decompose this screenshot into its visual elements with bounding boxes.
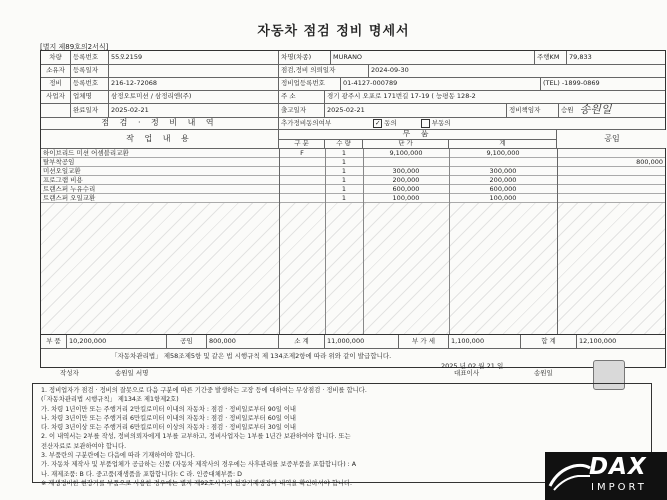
request-date-label: 점검,정비 의뢰일자 — [279, 65, 369, 77]
item-category: F — [300, 149, 304, 157]
address-value: 경기 광주시 오포로 171번길 17-19 ( 능평동 128-2 — [327, 92, 476, 101]
customer-row-1 — [41, 51, 665, 65]
reg-date-label: 등록일자 — [71, 65, 109, 77]
reg-no-label: 등록번호 — [71, 51, 109, 64]
reg-no-value: 55오2159 — [109, 51, 279, 64]
parts-total-label: 부 품 — [41, 335, 67, 348]
note-line: ※ 재생정비한 현장기를 부품으로 사용한 경우에는 별지 제92호서식의 현장기재생정비 내역을 확인하셔야 합니다. — [41, 479, 353, 487]
author-value: 송원일 서명 — [115, 369, 149, 377]
labor-total-label: 공임 — [167, 335, 207, 348]
item-name: 탈부착공임 — [43, 158, 75, 166]
company-value: 삼정오토미션 / 삼정리엔(주) — [109, 91, 279, 103]
car-silhouette-icon — [548, 456, 592, 496]
certification-date: 2025 년 02 월 21 일 — [441, 362, 504, 370]
release-label: 출고일자 — [279, 104, 325, 117]
item-qty: 1 — [341, 149, 347, 157]
logo-sub: IMPORT — [591, 482, 647, 493]
note-line: 1. 정비업자가 점검 · 정비의 잘못으로 다음 구분에 따른 기간중 발생하는 고장 등에 대하여는 무상점검 · 정비를 합니다. — [41, 387, 367, 394]
rep-label: 대표이사 — [454, 369, 480, 377]
items-area — [41, 149, 665, 335]
checkbox-checked-icon: ✓ — [375, 119, 381, 127]
bizno-label: 등록번호 — [71, 78, 109, 90]
item-category — [279, 185, 325, 194]
col-qty: 수 량 — [325, 140, 363, 148]
labor-header: 공임 — [557, 130, 667, 148]
certification-text: 「자동차관리법」 제58조제5항 및 같은 법 시행규칙 제 134조제2항에 따라 위와 같이 발급합니다. — [111, 352, 392, 360]
customer-label-bottom: 소유자 — [41, 65, 71, 77]
item-category — [279, 167, 325, 176]
business-row-3 — [41, 104, 665, 118]
table-row — [41, 158, 665, 167]
agree-checkbox[interactable] — [371, 119, 384, 128]
customer-row-2 — [41, 65, 665, 78]
address-label: 주 소 — [279, 91, 325, 103]
item-qty: 1 — [341, 194, 347, 202]
item-qty: 1 — [341, 158, 347, 166]
model-label: 차명(차종) — [279, 51, 331, 64]
item-name: 미션오일교환 — [43, 167, 81, 175]
grand-total-value: 12,100,000 — [579, 336, 617, 345]
item-labor — [557, 185, 665, 194]
business-label-bottom: 사업자 — [41, 91, 71, 103]
author-label: 작성자 — [60, 369, 79, 377]
parts-total-value: 10,200,000 — [67, 335, 167, 348]
item-category — [279, 194, 325, 203]
manager-label: 정비책임자 — [507, 104, 559, 117]
disagree-checkbox[interactable] — [419, 119, 432, 128]
form-number: [별지 제89호의2서식] — [40, 43, 109, 51]
completion-label: 완료일자 — [71, 104, 109, 117]
rep-value: 송원일 — [534, 369, 553, 377]
item-qty: 1 — [341, 185, 347, 193]
table-row — [41, 194, 665, 203]
item-total: 100,000 — [489, 194, 517, 202]
col-unit: 단 가 — [363, 140, 449, 148]
release-value: 2025-02-21 — [325, 104, 507, 117]
reg-date-value — [109, 65, 279, 77]
item-labor — [557, 176, 665, 185]
disagree-label: 부동의 — [431, 118, 451, 127]
license-label: 정비업등록번호 — [279, 78, 341, 90]
item-labor: 800,000 — [636, 158, 663, 166]
item-labor — [557, 194, 665, 203]
item-category — [279, 176, 325, 185]
customer-label-top: 차량 — [41, 51, 71, 64]
note-line: 다. 차령 3년이상 또는 주행거리 6만킬로미터 이상의 자동차 : 점검 · 정비일로부터 30일 이내 — [41, 424, 296, 432]
item-labor — [557, 167, 665, 176]
signature-label: 승원 — [561, 105, 574, 114]
grand-total-label: 합 계 — [521, 335, 577, 348]
logo-brand: DAX — [589, 454, 647, 480]
dax-import-logo — [545, 452, 667, 500]
extra-consent-cell — [279, 118, 667, 129]
item-unit-price — [363, 158, 449, 167]
mileage-label: 주행KM — [535, 51, 567, 64]
note-line: 나. 재제조품: B 다. 중고품(재생품을 포함합니다): C 라. 인증대체부품: D — [41, 470, 242, 478]
completion-value: 2025-02-21 — [109, 104, 279, 117]
labor-total-value: 800,000 — [207, 335, 279, 348]
item-name: 트랜스퍼 오일교환 — [43, 194, 96, 202]
checkbox-empty-icon — [421, 119, 430, 128]
business-row-1 — [41, 78, 665, 91]
request-date-value: 2024-09-30 — [371, 66, 409, 75]
extra-consent-label: 추가정비동의여부 — [281, 118, 332, 127]
item-unit-price: 300,000 — [392, 167, 420, 175]
statement-table — [40, 50, 666, 368]
business-label-top: 정비 — [41, 78, 71, 90]
certification-block — [41, 349, 665, 369]
item-category — [279, 158, 325, 167]
details-header: 점 검 · 정 비 내 역 — [41, 118, 279, 129]
item-unit-price: 200,000 — [392, 176, 420, 184]
note-line: 전산자료로 보관하여야 합니다. — [41, 442, 127, 450]
note-line: 가. 차령 1년이만 또는 주행거리 2만킬로미터 이내의 자동차 : 점검 · 정비일로부터 90일 이내 — [41, 405, 296, 413]
item-total: 300,000 — [489, 167, 517, 175]
note-line: 2. 이 내역서는 2부를 작성, 정비의뢰자에게 1부를 교부하고, 정비사업자는 1부를 1년간 보관하여야 합니다. 또는 — [41, 433, 351, 441]
item-unit-price: 9,100,000 — [389, 149, 423, 157]
mileage-value: 79,833 — [569, 52, 592, 61]
item-labor — [557, 149, 665, 158]
subtotal-value: 11,000,000 — [325, 335, 399, 348]
bizno-value: 216-12-72068 — [109, 78, 279, 90]
table-row — [41, 185, 665, 194]
note-line: 가. 자동차 제작사 및 부품업체가 공급하는 신품 (자동차 제작사의 경우에는 사후관리를 보증부품을 포함합니다) : A — [41, 461, 357, 469]
item-total: 600,000 — [489, 185, 517, 193]
item-total: 200,000 — [489, 176, 517, 184]
item-name: 하이브리드 미션 어셈블리교환 — [43, 149, 129, 157]
col-total: 계 — [449, 140, 557, 148]
manager-signature: 송원일 — [579, 104, 612, 117]
table-row — [41, 176, 665, 185]
details-header-row — [41, 118, 665, 130]
license-value: 01-4127-000789 — [341, 78, 541, 90]
vat-label: 부 가 세 — [399, 335, 449, 348]
item-unit-price: 600,000 — [392, 185, 420, 193]
agree-label: 동의 — [384, 118, 397, 127]
item-name: 트랜스퍼 누유수리 — [43, 185, 96, 193]
subtotal-label: 소 계 — [279, 335, 325, 348]
item-qty: 1 — [341, 167, 347, 175]
vat-value: 1,100,000 — [449, 335, 521, 348]
table-row — [41, 149, 665, 158]
item-unit-price: 100,000 — [392, 194, 420, 202]
model-value: MURANO — [331, 51, 535, 64]
note-line: (「자동차관리법 시행규칙」 제134조 제1항제2호) — [41, 396, 179, 404]
col-category: 구 분 — [279, 140, 325, 148]
note-line: 3. 부품란의 구분란에는 다음에 따라 기재하여야 합니다. — [41, 452, 195, 460]
business-row-2 — [41, 91, 665, 104]
item-name: 프로그램 비용 — [43, 176, 83, 184]
note-line: 나. 차령 3년이만 또는 주행거리 6만킬로미터 이내의 자동차 : 점검 · 정비일로부터 60일 이내 — [41, 414, 296, 422]
parts-header: 부 품 — [279, 130, 557, 139]
item-total: 9,100,000 — [486, 149, 520, 157]
tel-value: (TEL) -1899-0869 — [543, 79, 600, 88]
item-qty: 1 — [341, 176, 347, 184]
work-header: 작 업 내 용 — [41, 130, 279, 148]
table-row — [41, 167, 665, 176]
company-label: 업체명 — [71, 91, 109, 103]
column-header-row-1 — [41, 130, 665, 143]
document-title: 자동차 점검 정비 명세서 — [257, 24, 410, 39]
manager-signature-cell — [559, 104, 667, 117]
column-header-row-2 — [41, 140, 665, 149]
hatched-blank-area — [41, 203, 665, 335]
item-total — [449, 158, 557, 167]
totals-row — [41, 335, 665, 349]
